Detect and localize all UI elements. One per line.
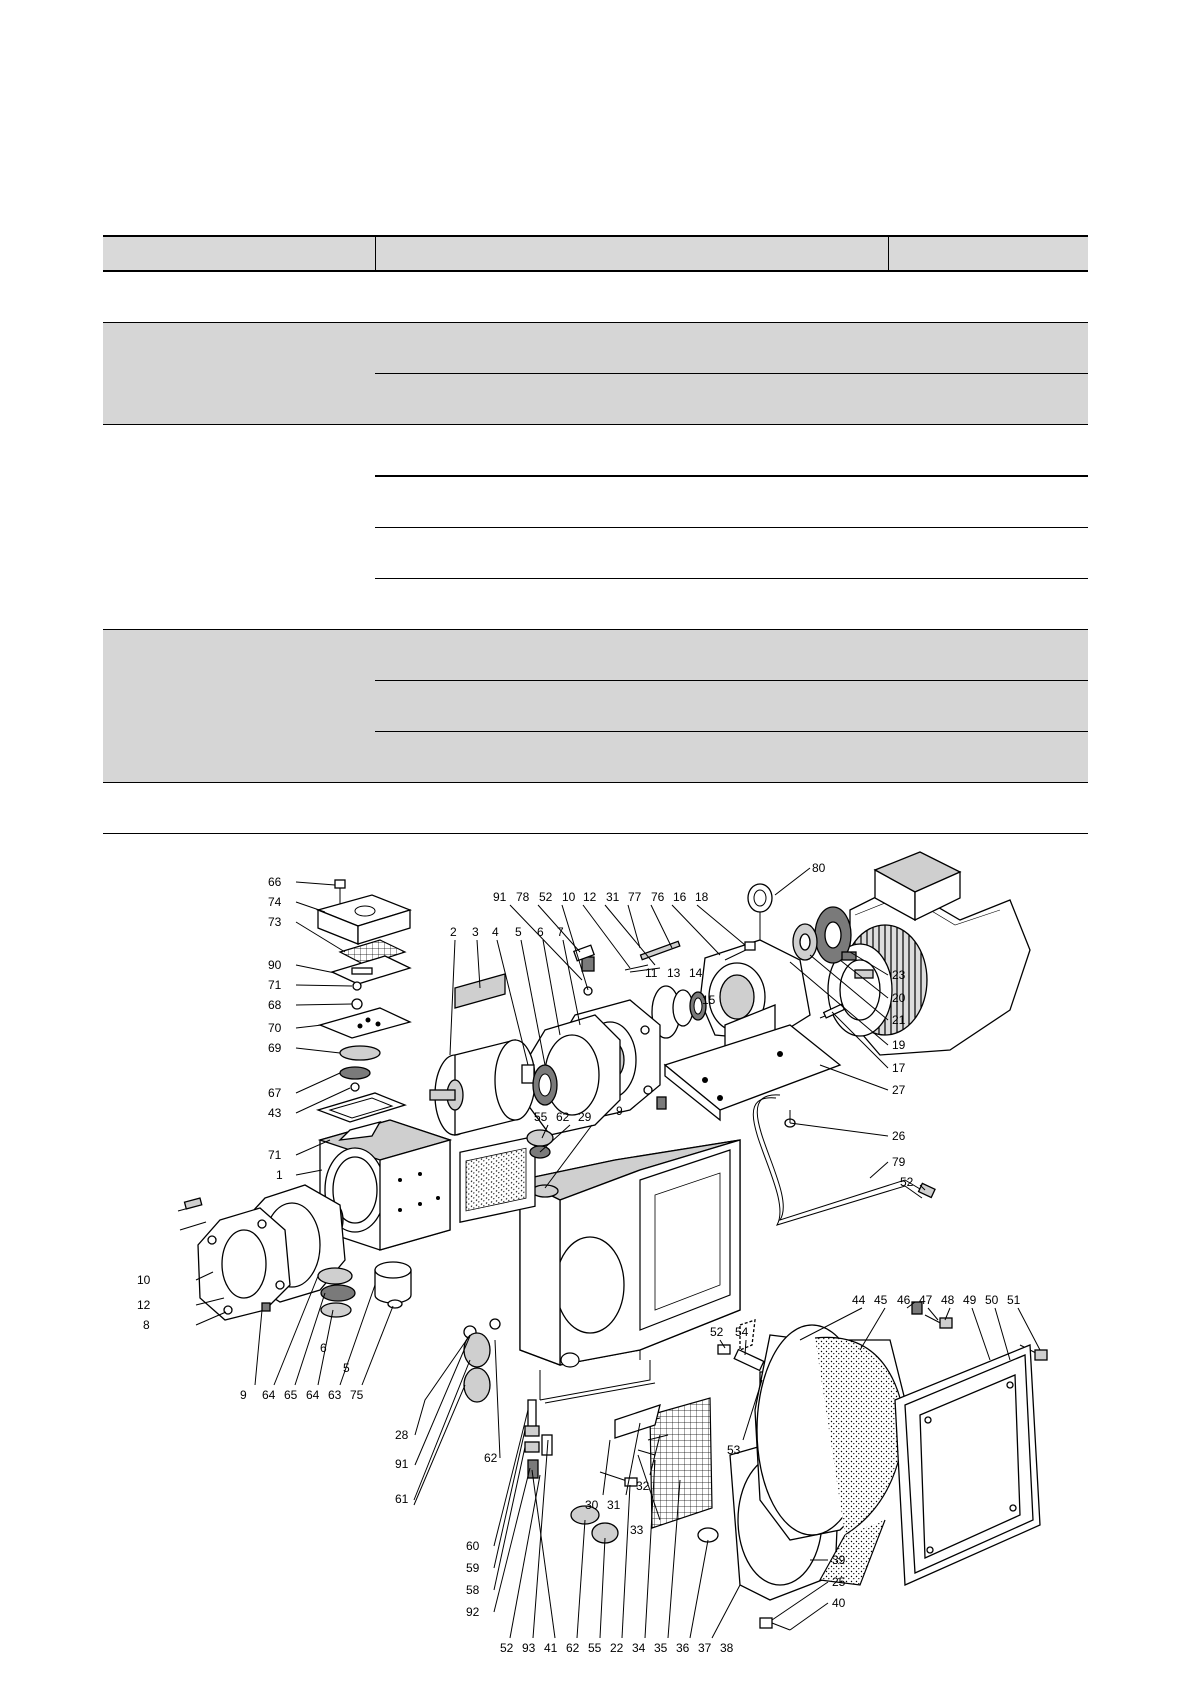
callout-label: 61 xyxy=(395,1492,409,1506)
table-cell xyxy=(375,374,1088,425)
main-casing-part xyxy=(460,1136,740,1367)
callout-label: 34 xyxy=(632,1641,646,1655)
callout-label: 53 xyxy=(727,1443,741,1457)
group-label xyxy=(103,783,375,834)
callout-label: 74 xyxy=(268,895,282,909)
callout-label: 71 xyxy=(268,978,282,992)
callout-label: 10 xyxy=(562,890,576,904)
callout-label: 30 xyxy=(585,1498,599,1512)
callout-label: 35 xyxy=(654,1641,668,1655)
callout-label: 63 xyxy=(328,1388,342,1402)
callout-label: 50 xyxy=(985,1293,999,1307)
callout-label: 20 xyxy=(892,991,906,1005)
front-cover-part xyxy=(178,1185,345,1320)
callout-label: 17 xyxy=(892,1061,906,1075)
callout-label: 14 xyxy=(689,966,703,980)
callout-label: 80 xyxy=(812,861,826,875)
exploded-view-drawing xyxy=(0,840,1191,1684)
callout-label: 19 xyxy=(892,1038,906,1052)
callout-label: 68 xyxy=(268,998,282,1012)
callout-label: 91 xyxy=(395,1457,409,1471)
callout-label: 11 xyxy=(645,966,658,980)
callout-label: 45 xyxy=(874,1293,888,1307)
callout-label: 9 xyxy=(616,1104,623,1118)
callout-label: 76 xyxy=(651,890,665,904)
callout-label: 12 xyxy=(583,890,597,904)
callout-label: 32 xyxy=(636,1479,650,1493)
callout-label: 18 xyxy=(695,890,709,904)
callout-label: 12 xyxy=(137,1298,151,1312)
table-cell xyxy=(375,783,1088,834)
callout-label: 25 xyxy=(832,1575,846,1589)
table-cell xyxy=(375,579,1088,630)
callout-label: 51 xyxy=(1007,1293,1021,1307)
callout-label: 13 xyxy=(667,966,681,980)
callout-label: 70 xyxy=(268,1021,282,1035)
table-header-row xyxy=(103,236,1088,271)
callout-label: 52 xyxy=(500,1641,514,1655)
callout-label: 49 xyxy=(963,1293,977,1307)
callout-label: 71 xyxy=(268,1148,282,1162)
callout-label: 31 xyxy=(607,1498,621,1512)
callout-label: 55 xyxy=(588,1641,602,1655)
callout-label: 77 xyxy=(628,890,642,904)
callout-label: 62 xyxy=(556,1110,570,1124)
callout-label: 28 xyxy=(395,1428,409,1442)
callout-label: 29 xyxy=(578,1110,592,1124)
filter-element-part xyxy=(318,1262,411,1317)
callout-label: 55 xyxy=(534,1110,548,1124)
callout-label: 41 xyxy=(544,1641,558,1655)
table-row xyxy=(103,271,1088,323)
callout-label: 59 xyxy=(466,1561,480,1575)
callout-label: 62 xyxy=(566,1641,580,1655)
table-cell xyxy=(375,630,1088,681)
callout-label: 39 xyxy=(832,1553,846,1567)
callout-label: 22 xyxy=(610,1641,624,1655)
callout-label: 48 xyxy=(941,1293,955,1307)
group-label xyxy=(103,425,375,630)
group-label xyxy=(103,630,375,783)
callout-label: 52 xyxy=(900,1175,914,1189)
header-cell xyxy=(888,236,1088,271)
spare-parts-table xyxy=(103,235,1088,834)
callout-label: 58 xyxy=(466,1583,480,1597)
callout-label: 21 xyxy=(892,1013,906,1027)
callout-label: 27 xyxy=(892,1083,906,1097)
callout-label: 79 xyxy=(892,1155,906,1169)
table-cell xyxy=(375,271,1088,323)
callout-label: 73 xyxy=(268,915,282,929)
valve-assembly-part xyxy=(318,880,410,1122)
table-cell xyxy=(375,528,1088,579)
callout-label: 26 xyxy=(892,1129,906,1143)
callout-label: 54 xyxy=(735,1325,749,1339)
callout-label: 37 xyxy=(698,1641,712,1655)
table-cell xyxy=(375,476,1088,528)
callout-label: 44 xyxy=(852,1293,866,1307)
callout-label: 64 xyxy=(262,1388,276,1402)
callout-label: 10 xyxy=(137,1273,151,1287)
callout-label: 93 xyxy=(522,1641,536,1655)
callout-label: 91 xyxy=(493,890,507,904)
callout-label: 15 xyxy=(702,993,716,1007)
callout-label: 43 xyxy=(268,1106,282,1120)
header-cell xyxy=(103,236,375,271)
callout-label: 6 xyxy=(320,1341,327,1355)
callout-label: 69 xyxy=(268,1041,282,1055)
callout-label: 78 xyxy=(516,890,530,904)
callout-label: 7 xyxy=(557,925,564,939)
table-row xyxy=(103,630,1088,681)
table-cell xyxy=(375,323,1088,374)
callout-label: 64 xyxy=(306,1388,320,1402)
callout-label: 38 xyxy=(720,1641,734,1655)
header-cell xyxy=(375,236,888,271)
callout-label: 40 xyxy=(832,1596,846,1610)
callout-label: 92 xyxy=(466,1605,480,1619)
screen-and-cover-parts xyxy=(615,1320,1040,1600)
callout-label: 9 xyxy=(240,1388,247,1402)
table-cell xyxy=(375,732,1088,783)
callout-label: 90 xyxy=(268,958,282,972)
callout-label: 3 xyxy=(472,925,479,939)
callout-label: 60 xyxy=(466,1539,480,1553)
callout-label: 5 xyxy=(343,1361,350,1375)
callout-label: 31 xyxy=(606,890,620,904)
callout-label: 33 xyxy=(630,1523,644,1537)
callout-label: 46 xyxy=(897,1293,911,1307)
callout-label: 8 xyxy=(143,1318,150,1332)
group-label xyxy=(103,323,375,425)
table-row xyxy=(103,323,1088,374)
table-row xyxy=(103,425,1088,477)
callout-label: 52 xyxy=(539,890,553,904)
callout-label: 23 xyxy=(892,968,906,982)
callout-label: 65 xyxy=(284,1388,298,1402)
callout-label: 52 xyxy=(710,1325,724,1339)
callout-label: 2 xyxy=(450,925,457,939)
callout-label: 6 xyxy=(537,925,544,939)
table-cell xyxy=(375,681,1088,732)
motor-part xyxy=(828,852,1030,1055)
callout-label: 4 xyxy=(492,925,499,939)
callout-label: 16 xyxy=(673,890,687,904)
group-label xyxy=(103,271,375,323)
callout-label: 1 xyxy=(276,1168,283,1182)
table-cell xyxy=(375,425,1088,477)
callout-label: 5 xyxy=(515,925,522,939)
callout-label: 66 xyxy=(268,875,282,889)
callout-label: 62 xyxy=(484,1451,498,1465)
callout-label: 36 xyxy=(676,1641,690,1655)
callout-label: 75 xyxy=(350,1388,364,1402)
table-row xyxy=(103,783,1088,834)
callout-label: 67 xyxy=(268,1086,282,1100)
callout-label: 47 xyxy=(919,1293,933,1307)
